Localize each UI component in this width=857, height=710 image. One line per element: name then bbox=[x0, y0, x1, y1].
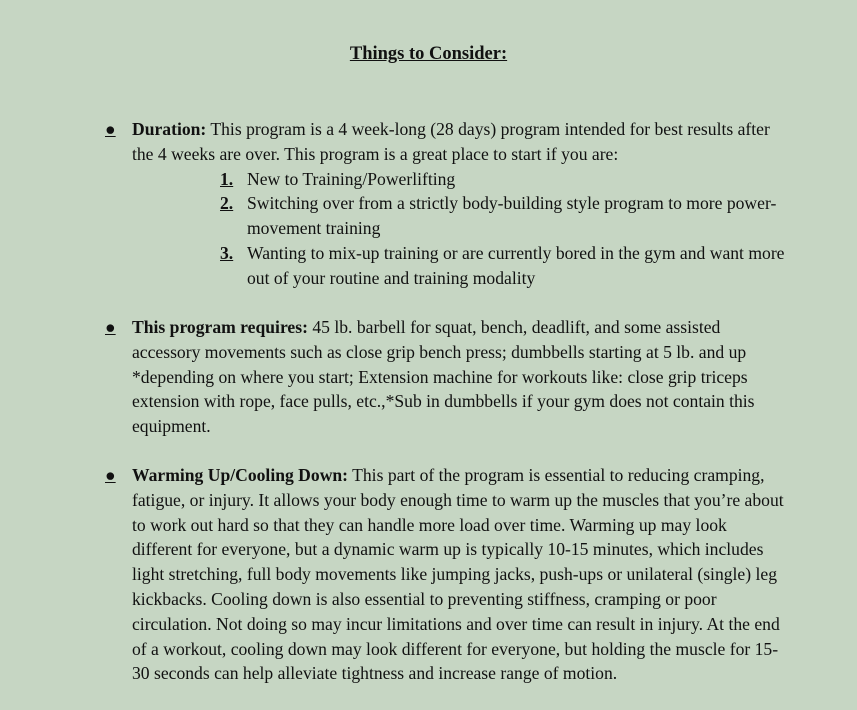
section-heading: Warming Up/Cooling Down: bbox=[132, 465, 349, 485]
numbered-list bbox=[105, 167, 785, 291]
bullet-item bbox=[105, 117, 785, 167]
bullet-icon: ● bbox=[105, 119, 116, 139]
section-duration bbox=[105, 117, 785, 291]
list-number: 2. bbox=[220, 193, 234, 214]
list-item-text: Wanting to mix-up training or are currently bored in the gym and want more out of your routine and training modality bbox=[247, 242, 785, 288]
list-item-text: Switching over from a strictly body-building style program to more power-movement training bbox=[247, 193, 777, 239]
bullet-item bbox=[105, 463, 785, 686]
section-body: This part of the program is essential to reducing cramping, fatigue, or injury. It allows your body enough time to warm up the muscles that you’re about to work out hard so that they can handle more load over time. Warming up may look different for everyone, but a dynamic warm up is typically 10-15 minutes, which includes light stretching, full body movements like jumping jacks, push-ups or unilateral (single) leg kickbacks. Cooling down is also essential to preventing stiffness, cramping or poor circulation. Not doing so may incur limitations and over time can result in injury. At the end of a workout, cooling down may look different for everyone, but holding the muscle for 15-30 seconds can help alleviate tightness and increase range of motion. bbox=[132, 465, 784, 684]
list-item bbox=[105, 191, 785, 241]
list-item bbox=[105, 167, 785, 192]
bullet-icon: ● bbox=[105, 465, 116, 485]
section-requirements bbox=[105, 315, 785, 439]
list-item bbox=[105, 241, 785, 291]
section-body: 45 lb. barbell for squat, bench, deadlift, and some assisted accessory movements such as close grip bench press; dumbbells starting at 5 lb. and up *depending on where you start; Extension machine for workouts like: close grip triceps extension with rope, face pulls, etc.,*Sub in dumbbells if your gym does not contain this equipment. bbox=[132, 317, 755, 437]
section-body: This program is a 4 week-long (28 days) program intended for best results after the 4 weeks are over. This program is a great place to start if you are: bbox=[132, 119, 770, 164]
section-heading: This program requires: bbox=[132, 317, 308, 337]
list-number: 1. bbox=[220, 168, 234, 189]
list-number: 3. bbox=[220, 242, 234, 263]
bullet-item bbox=[105, 315, 785, 439]
section-warmup-cooldown bbox=[105, 463, 785, 686]
list-item-text: New to Training/Powerlifting bbox=[247, 168, 456, 189]
page-title: Things to Consider: bbox=[349, 44, 508, 64]
bullet-icon: ● bbox=[105, 317, 116, 337]
section-heading: Duration: bbox=[132, 119, 207, 139]
